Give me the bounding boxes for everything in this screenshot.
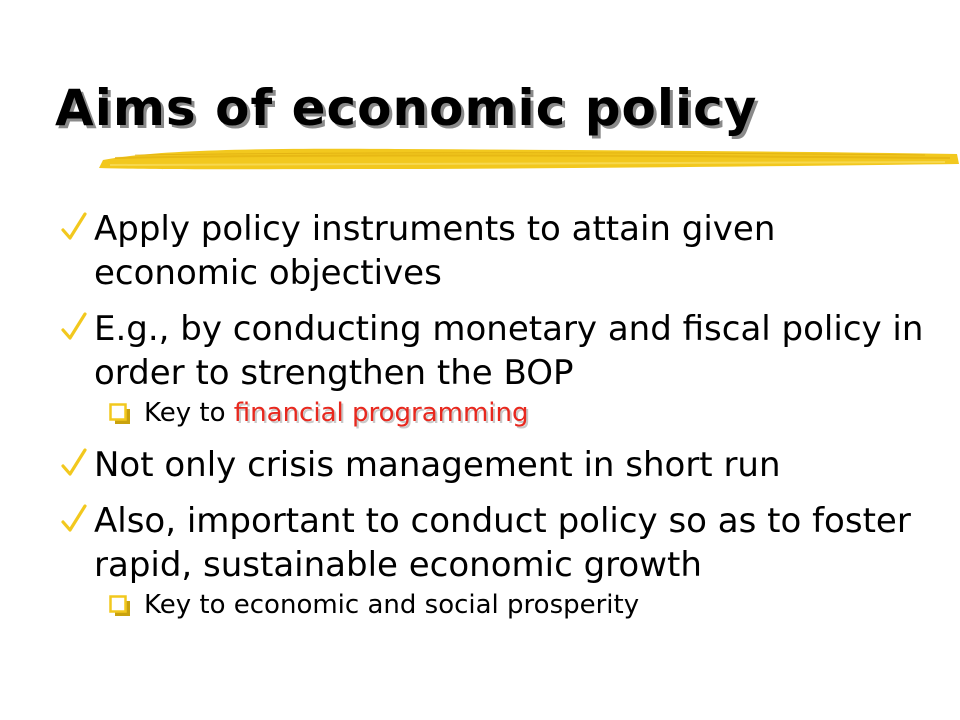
sub-bullet-text: Key to economic and social prosperity — [144, 590, 640, 620]
box-bullet-icon — [109, 403, 131, 425]
bullet-text: Not only crisis management in short run — [94, 445, 781, 485]
title-underline-brushstroke — [95, 138, 960, 178]
bullet-item — [58, 443, 938, 487]
checkmark-icon — [60, 502, 88, 536]
sub-bullet-text: Key to — [144, 398, 234, 428]
slide-title: Aims of economic policy — [55, 79, 758, 137]
highlighted-term: financial programming — [233, 398, 529, 428]
bullet-text: E.g., by conducting monetary and fiscal policy in order to strengthen the BOP — [94, 309, 924, 393]
checkmark-icon — [60, 310, 88, 344]
bullet-list — [58, 207, 938, 623]
bullet-item — [58, 207, 938, 295]
bullet-item — [58, 499, 938, 587]
sub-bullet-item — [58, 587, 938, 623]
bullet-text: Apply policy instruments to attain given economic objectives — [94, 209, 776, 293]
box-bullet-icon — [109, 595, 131, 617]
checkmark-icon — [60, 210, 88, 244]
bullet-text: Also, important to conduct policy so as to foster rapid, sustainable economic growth — [94, 501, 911, 585]
bullet-item — [58, 307, 938, 395]
sub-bullet-item — [58, 395, 938, 431]
checkmark-icon — [60, 446, 88, 480]
